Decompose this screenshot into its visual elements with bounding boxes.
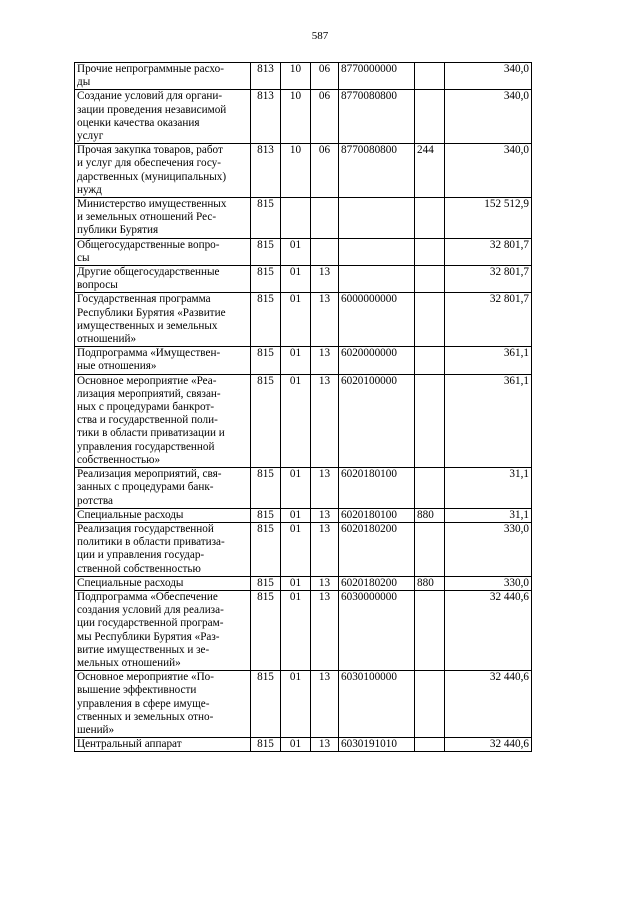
row-name-cell: Общегосударственные вопро- сы: [75, 238, 251, 265]
section-code-cell: 10: [281, 144, 311, 198]
table-row: [75, 266, 532, 293]
expense-type-cell: [415, 671, 445, 738]
amount-cell: 340,0: [445, 144, 532, 198]
amount-cell: 32 440,6: [445, 671, 532, 738]
target-code-cell: 6020180200: [339, 522, 415, 576]
row-name-cell: Прочие непрограммные расхо- ды: [75, 63, 251, 90]
ministry-code-cell: 813: [251, 63, 281, 90]
ministry-code-cell: 815: [251, 468, 281, 509]
section-code-cell: 01: [281, 576, 311, 590]
section-code-cell: 10: [281, 63, 311, 90]
expense-type-cell: [415, 198, 445, 239]
target-code-cell: 6020180100: [339, 508, 415, 522]
expense-type-cell: [415, 468, 445, 509]
section-code-cell: 01: [281, 738, 311, 752]
subsection-code-cell: 06: [311, 144, 339, 198]
table-row: [75, 671, 532, 738]
subsection-code-cell: 06: [311, 63, 339, 90]
row-name-cell: Министерство имущественных и земельных отношений Рес- публики Бурятия: [75, 198, 251, 239]
amount-cell: 340,0: [445, 90, 532, 144]
subsection-code-cell: [311, 198, 339, 239]
section-code-cell: 01: [281, 522, 311, 576]
ministry-code-cell: 815: [251, 238, 281, 265]
amount-cell: 32 801,7: [445, 293, 532, 347]
ministry-code-cell: 815: [251, 671, 281, 738]
row-name-cell: Создание условий для органи- зации проведения независимой оценки качества оказания услуг: [75, 90, 251, 144]
amount-cell: 361,1: [445, 347, 532, 374]
subsection-code-cell: 13: [311, 590, 339, 670]
ministry-code-cell: 815: [251, 293, 281, 347]
ministry-code-cell: 815: [251, 738, 281, 752]
expense-type-cell: [415, 738, 445, 752]
expense-type-cell: [415, 374, 445, 467]
table-row: [75, 738, 532, 752]
ministry-code-cell: 813: [251, 144, 281, 198]
ministry-code-cell: 815: [251, 374, 281, 467]
subsection-code-cell: 13: [311, 468, 339, 509]
ministry-code-cell: 815: [251, 347, 281, 374]
table-row: [75, 508, 532, 522]
expense-type-cell: [415, 590, 445, 670]
amount-cell: 32 801,7: [445, 238, 532, 265]
target-code-cell: [339, 266, 415, 293]
expense-type-cell: [415, 63, 445, 90]
target-code-cell: 8770080800: [339, 90, 415, 144]
target-code-cell: 6020100000: [339, 374, 415, 467]
amount-cell: 32 440,6: [445, 590, 532, 670]
target-code-cell: 6020000000: [339, 347, 415, 374]
subsection-code-cell: 13: [311, 293, 339, 347]
budget-table: [74, 62, 532, 752]
subsection-code-cell: 13: [311, 522, 339, 576]
target-code-cell: 8770080800: [339, 144, 415, 198]
table-row: [75, 63, 532, 90]
subsection-code-cell: 13: [311, 671, 339, 738]
subsection-code-cell: [311, 238, 339, 265]
section-code-cell: [281, 198, 311, 239]
table-row: [75, 347, 532, 374]
table-row: [75, 576, 532, 590]
row-name-cell: Другие общегосударственные вопросы: [75, 266, 251, 293]
ministry-code-cell: 815: [251, 522, 281, 576]
table-row: [75, 293, 532, 347]
row-name-cell: Реализация государственной политики в области приватиза- ции и управления государ- ственной собственностью: [75, 522, 251, 576]
ministry-code-cell: 815: [251, 266, 281, 293]
row-name-cell: Прочая закупка товаров, работ и услуг для обеспечения госу- дарственных (муниципальных) нужд: [75, 144, 251, 198]
target-code-cell: 6000000000: [339, 293, 415, 347]
row-name-cell: Специальные расходы: [75, 508, 251, 522]
row-name-cell: Специальные расходы: [75, 576, 251, 590]
table-row: [75, 468, 532, 509]
target-code-cell: 6020180100: [339, 468, 415, 509]
subsection-code-cell: 13: [311, 347, 339, 374]
table-row: [75, 590, 532, 670]
row-name-cell: Реализация мероприятий, свя- занных с процедурами банк- ротства: [75, 468, 251, 509]
ministry-code-cell: 815: [251, 576, 281, 590]
page-number: 587: [311, 30, 329, 42]
target-code-cell: 8770000000: [339, 63, 415, 90]
section-code-cell: 01: [281, 508, 311, 522]
amount-cell: 31,1: [445, 468, 532, 509]
expense-type-cell: [415, 347, 445, 374]
section-code-cell: 01: [281, 374, 311, 467]
table-row: [75, 522, 532, 576]
section-code-cell: 01: [281, 468, 311, 509]
amount-cell: 32 440,6: [445, 738, 532, 752]
row-name-cell: Подпрограмма «Обеспечение создания условий для реализа- ции государственной програм- мы Республики Бурятия «Раз- витие имущественных и зе- мельных отношений»: [75, 590, 251, 670]
amount-cell: 361,1: [445, 374, 532, 467]
target-code-cell: [339, 198, 415, 239]
amount-cell: 152 512,9: [445, 198, 532, 239]
target-code-cell: 6030191010: [339, 738, 415, 752]
section-code-cell: 01: [281, 671, 311, 738]
target-code-cell: 6020180200: [339, 576, 415, 590]
ministry-code-cell: 815: [251, 198, 281, 239]
ministry-code-cell: 815: [251, 508, 281, 522]
table-row: [75, 198, 532, 239]
table-row: [75, 90, 532, 144]
section-code-cell: 01: [281, 293, 311, 347]
row-name-cell: Государственная программа Республики Бурятия «Развитие имущественных и земельных отношений»: [75, 293, 251, 347]
section-code-cell: 01: [281, 347, 311, 374]
subsection-code-cell: 13: [311, 266, 339, 293]
amount-cell: 340,0: [445, 63, 532, 90]
ministry-code-cell: 813: [251, 90, 281, 144]
row-name-cell: Основное мероприятие «По- вышение эффективности управления в сфере имуще- ственных и земельных отно- шений»: [75, 671, 251, 738]
expense-type-cell: 244: [415, 144, 445, 198]
amount-cell: 32 801,7: [445, 266, 532, 293]
row-name-cell: Центральный аппарат: [75, 738, 251, 752]
expense-type-cell: [415, 90, 445, 144]
ministry-code-cell: 815: [251, 590, 281, 670]
expense-type-cell: 880: [415, 508, 445, 522]
section-code-cell: 01: [281, 238, 311, 265]
target-code-cell: [339, 238, 415, 265]
row-name-cell: Основное мероприятие «Реа- лизация мероприятий, связан- ных с процедурами банкрот- ства и государственной поли- тики в области приватизации и управления государственной собственностью»: [75, 374, 251, 467]
expense-type-cell: [415, 522, 445, 576]
subsection-code-cell: 13: [311, 374, 339, 467]
table-row: [75, 144, 532, 198]
expense-type-cell: 880: [415, 576, 445, 590]
expense-type-cell: [415, 238, 445, 265]
subsection-code-cell: 06: [311, 90, 339, 144]
amount-cell: 330,0: [445, 576, 532, 590]
section-code-cell: 10: [281, 90, 311, 144]
amount-cell: 31,1: [445, 508, 532, 522]
subsection-code-cell: 13: [311, 576, 339, 590]
amount-cell: 330,0: [445, 522, 532, 576]
table-row: [75, 374, 532, 467]
expense-type-cell: [415, 293, 445, 347]
target-code-cell: 6030100000: [339, 671, 415, 738]
target-code-cell: 6030000000: [339, 590, 415, 670]
section-code-cell: 01: [281, 590, 311, 670]
row-name-cell: Подпрограмма «Имуществен- ные отношения»: [75, 347, 251, 374]
subsection-code-cell: 13: [311, 738, 339, 752]
section-code-cell: 01: [281, 266, 311, 293]
table-row: [75, 238, 532, 265]
expense-type-cell: [415, 266, 445, 293]
subsection-code-cell: 13: [311, 508, 339, 522]
